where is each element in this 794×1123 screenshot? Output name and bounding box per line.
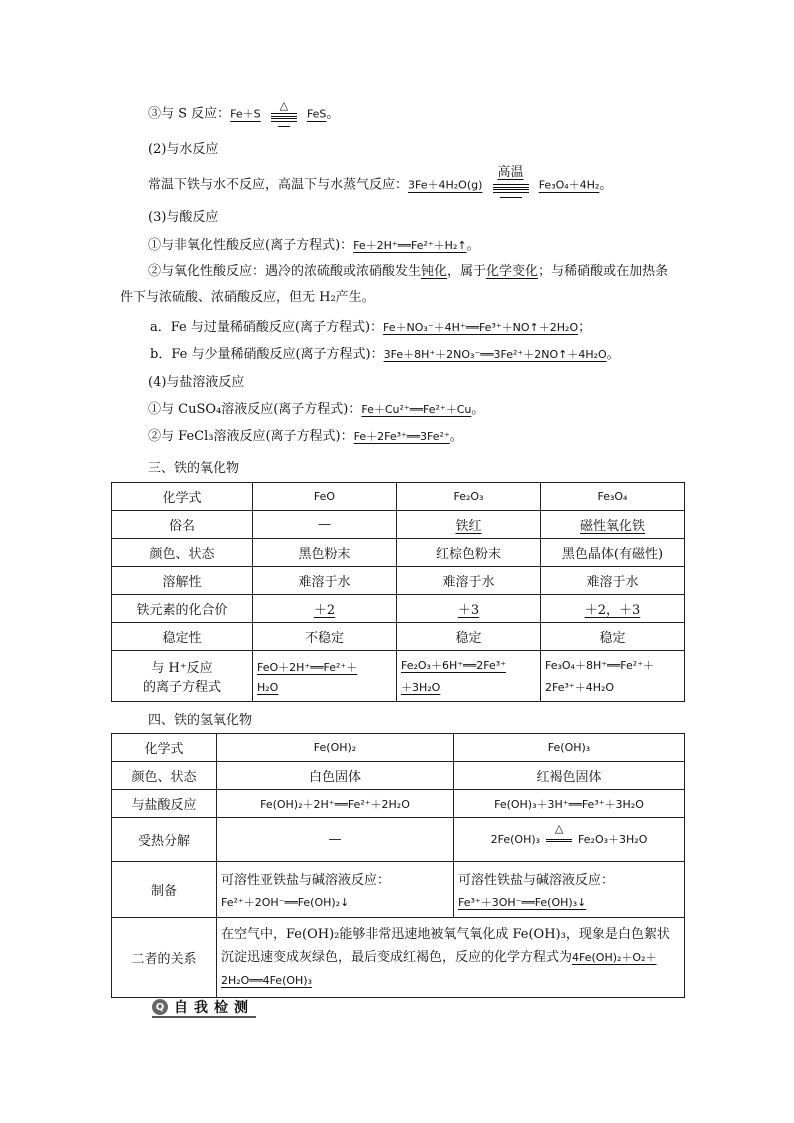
self-check-label: 自我检测 [174, 1000, 254, 1016]
text: 2Fe³⁺＋4H₂O [545, 681, 615, 694]
text: a．Fe 与过量稀硝酸反应(离子方程式)： [150, 320, 384, 335]
cell [397, 651, 541, 702]
header-cell: 化学式 [112, 734, 217, 762]
cell: 难溶于水 [397, 567, 541, 595]
row-label: 铁元素的化合价 [112, 595, 253, 623]
text: ； [578, 320, 592, 335]
cell: 难溶于水 [253, 567, 397, 595]
row-label: 颜色、状态 [112, 539, 253, 567]
section-salt-heading: (4)与盐溶液反应 [148, 375, 245, 390]
cell: ＋2 [253, 595, 397, 623]
condition-text: 高温 [497, 165, 524, 180]
row-label: 二者的关系 [112, 918, 217, 998]
heat-triangle-icon: △ [554, 821, 564, 835]
cell: Fe(OH)₃＋3H⁺══Fe³⁺＋3H₂O [454, 790, 685, 818]
reaction-nonox-acid [148, 236, 480, 256]
text: Fe₂O₃＋6H⁺══2Fe³⁺ [401, 659, 506, 672]
equation-right: FeS [306, 107, 327, 121]
equation-left: 3Fe＋4H₂O(g) [408, 178, 483, 192]
text: 钝化 [421, 264, 448, 279]
cell: 白色固体 [217, 762, 454, 790]
cell: ＋3 [397, 595, 541, 623]
cell: 稳定 [397, 623, 541, 651]
text: ，属于 [447, 264, 487, 279]
equation: Fe＋2H⁺══Fe²⁺＋H₂↑ [353, 239, 467, 252]
table-row [112, 762, 685, 790]
text: ①与 CuSO₄溶液反应(离子方程式)： [148, 402, 362, 417]
text: 。 [471, 402, 485, 417]
text: Fe³⁺＋3OH⁻══Fe(OH)₃↓ [458, 896, 587, 909]
row-label: 溶解性 [112, 567, 253, 595]
header-cell: Fe(OH)₃ [454, 734, 685, 762]
magnifier-icon: Q [152, 999, 168, 1015]
table-row [112, 511, 685, 539]
paragraph-ox-acid [120, 259, 680, 311]
row-label: 受热分解 [112, 818, 217, 862]
text: Fe₃O₄＋8H⁺══Fe²⁺＋ [545, 659, 655, 672]
self-check-badge [152, 997, 254, 1017]
cell [253, 651, 397, 702]
table-row [112, 734, 685, 762]
text: Fe₂O₃＋3H₂O [578, 832, 648, 846]
section-water-heading: (2)与水反应 [148, 142, 219, 157]
text: ①与非氧化性酸反应(离子方程式)： [148, 238, 354, 253]
text: ②与 FeCl₃溶液反应(离子方程式)： [148, 429, 354, 444]
cell: 稳定 [541, 623, 685, 651]
cell [217, 918, 685, 998]
section-hydroxides-heading: 四、铁的氢氧化物 [148, 713, 253, 728]
header-cell: Fe₂O₃ [397, 483, 541, 511]
condition-mark [544, 821, 574, 850]
header-cell: 化学式 [112, 483, 253, 511]
cell: 不稳定 [253, 623, 397, 651]
section-oxides-heading: 三、铁的氧化物 [148, 461, 240, 476]
text: 常温下铁与水不反应，高温下与水蒸气反应： [148, 177, 409, 193]
cell: 难溶于水 [541, 567, 685, 595]
cell: — [253, 511, 397, 539]
text: ；与稀硝酸或在加热条件下与浓硫酸、浓硝酸反应，但无 H₂产生。 [120, 264, 669, 305]
header-cell: Fe(OH)₂ [217, 734, 454, 762]
text: 。 [449, 429, 463, 444]
row-label: 与盐酸反应 [112, 790, 217, 818]
equation-left: Fe＋S [230, 107, 261, 121]
cell [454, 818, 685, 862]
text: ②与氧化性酸反应：遇冷的浓硫酸或浓硝酸发生 [148, 264, 422, 279]
text: 。 [326, 106, 340, 122]
text: 可溶性亚铁盐与碱溶液反应： [221, 873, 391, 888]
cell: 黑色晶体(有磁性) [541, 539, 685, 567]
table-row [112, 918, 685, 998]
heat-triangle-icon: △ [279, 99, 289, 112]
table-row [112, 539, 685, 567]
table-row [112, 623, 685, 651]
table-row [112, 818, 685, 862]
text: 。 [466, 238, 480, 253]
text: ③与 S 反应： [148, 106, 231, 122]
cell: 红棕色粉末 [397, 539, 541, 567]
row-label [112, 651, 253, 702]
cell: Fe(OH)₂＋2H⁺══Fe²⁺＋2H₂O [217, 790, 454, 818]
table-row [112, 790, 685, 818]
equation-right: Fe₃O₄＋4H₂ [538, 178, 600, 192]
header-cell: FeO [253, 483, 397, 511]
equation: Fe＋Cu²⁺══Fe²⁺＋Cu [361, 403, 472, 416]
text: 在空气中，Fe(OH)₂能够非常迅速地被氧气氧化成 Fe(OH)₃，现象是白色絮状沉淀迅速变成灰绿色，最后变成红褐色，反应的化学方程式为 [221, 927, 670, 965]
reaction-excess-hno3 [150, 318, 591, 338]
reaction-little-hno3 [150, 345, 620, 365]
table-row [112, 483, 685, 511]
text: 化学变化 [486, 264, 539, 279]
equation: Fe＋NO₃⁻＋4H⁺══Fe³⁺＋NO↑＋2H₂O [383, 321, 579, 334]
text: 。 [599, 177, 613, 193]
text: ＋3H₂O [401, 681, 441, 694]
condition-mark [491, 165, 531, 195]
reaction-cuso4 [148, 400, 484, 420]
reaction-fe-s [148, 99, 340, 125]
reaction-fe-water [148, 165, 613, 196]
section-acid-heading: (3)与酸反应 [148, 210, 219, 225]
divider [152, 1016, 256, 1018]
text: 可溶性铁盐与碱溶液反应： [458, 873, 615, 888]
condition-mark [269, 99, 299, 124]
text: FeO＋2H⁺══Fe²⁺＋ [257, 660, 358, 674]
table-row [112, 862, 685, 918]
reaction-fecl3 [148, 427, 463, 447]
cell: 黑色粉末 [253, 539, 397, 567]
oxides-table [111, 482, 685, 702]
text: H₂O [257, 680, 279, 694]
cell [217, 862, 454, 918]
text: 。 [606, 347, 620, 362]
row-label: 稳定性 [112, 623, 253, 651]
cell [454, 862, 685, 918]
table-row [112, 651, 685, 702]
equation: Fe＋2Fe³⁺══3Fe²⁺ [353, 430, 450, 443]
text: Fe²⁺＋2OH⁻══Fe(OH)₂↓ [221, 896, 350, 909]
text: 的离子方程式 [142, 680, 221, 695]
text: 2Fe(OH)₃ [490, 832, 541, 846]
table-row [112, 567, 685, 595]
table-row [112, 595, 685, 623]
row-label: 制备 [112, 862, 217, 918]
text: 4Fe(OH)₂＋O₂＋2H₂O══4Fe(OH)₃ [221, 951, 657, 987]
text: 与 H⁺反应 [151, 661, 213, 676]
row-label: 颜色、状态 [112, 762, 217, 790]
row-label: 俗名 [112, 511, 253, 539]
header-cell: Fe₃O₄ [541, 483, 685, 511]
cell: — [217, 818, 454, 862]
cell [541, 651, 685, 702]
cell: 铁红 [397, 511, 541, 539]
hydroxides-table [111, 733, 685, 998]
cell: ＋2，＋3 [541, 595, 685, 623]
text: b．Fe 与少量稀硝酸反应(离子方程式)： [150, 347, 384, 362]
cell: 磁性氧化铁 [541, 511, 685, 539]
cell: 红褐色固体 [454, 762, 685, 790]
equation: 3Fe＋8H⁺＋2NO₃⁻══3Fe²⁺＋2NO↑＋4H₂O [383, 348, 607, 361]
